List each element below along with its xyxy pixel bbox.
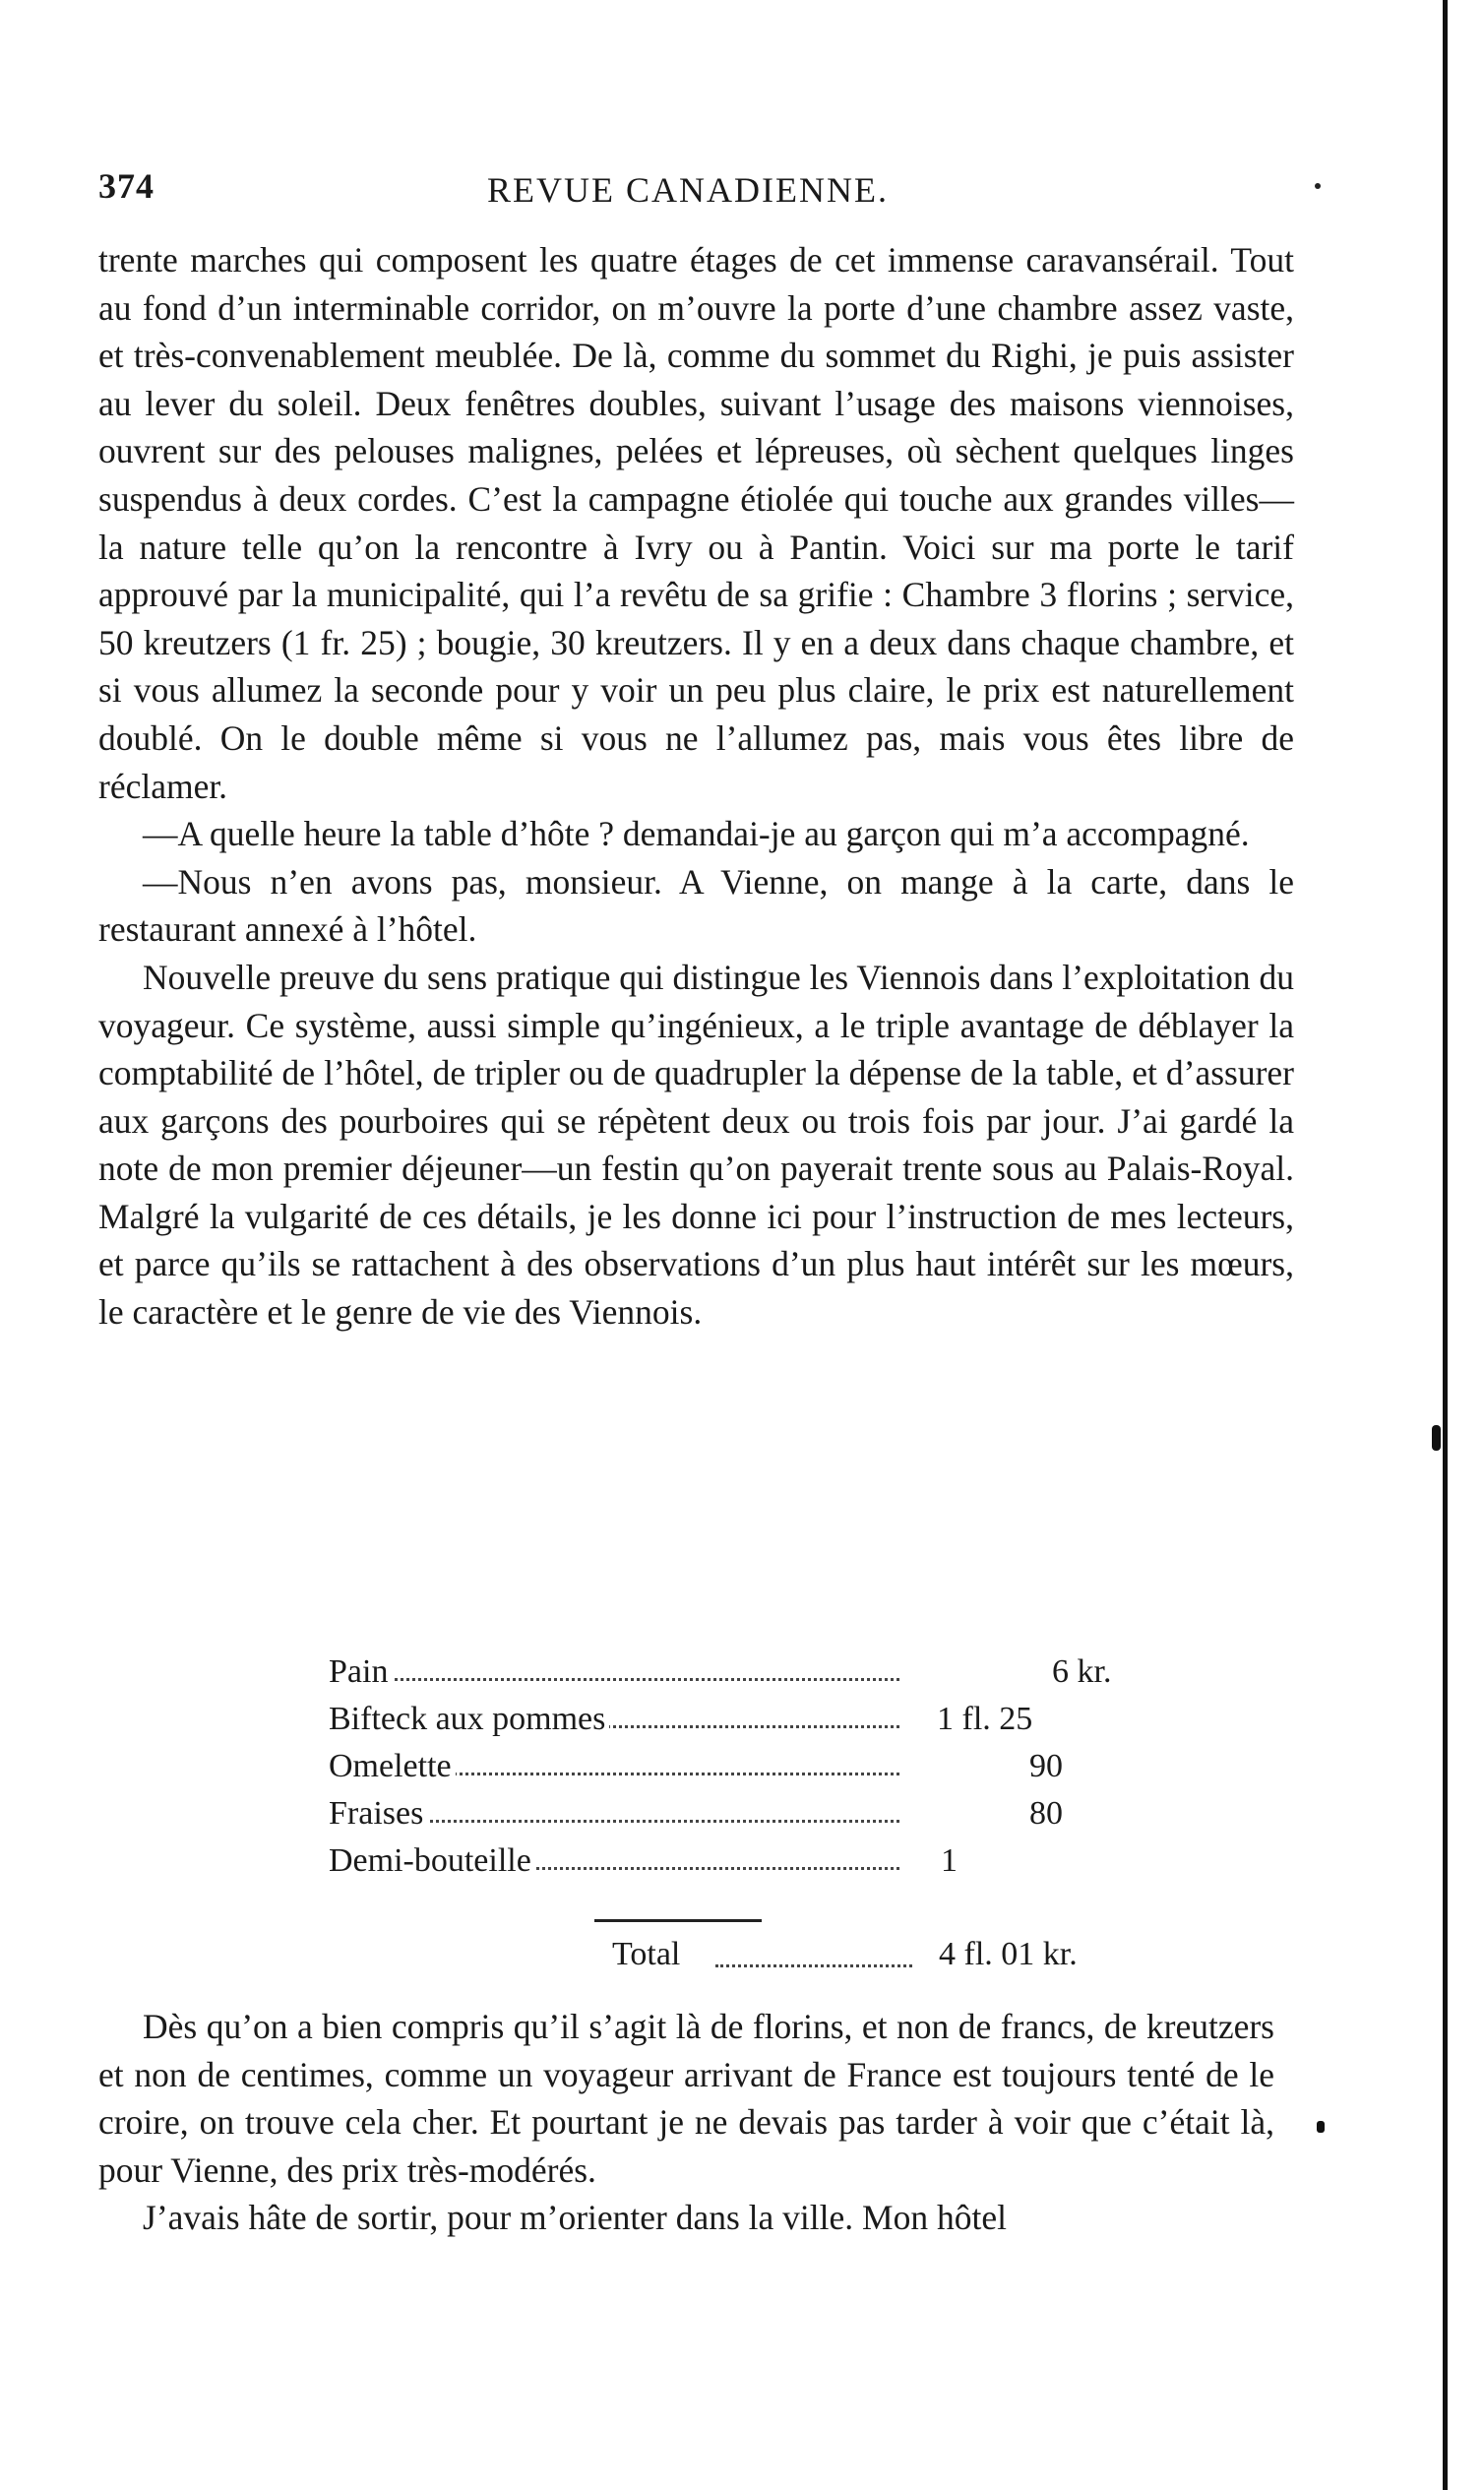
bill-row: [329, 1696, 1145, 1743]
bill-item-amount: 80: [1029, 1795, 1063, 1832]
paragraph: —Nous n’en avons pas, monsieur. A Vienne, on mange à la carte, dans le restaurant annexé à l’hôtel.: [98, 861, 1294, 950]
bill-table: [329, 1649, 1145, 1885]
stray-dot: [1315, 183, 1321, 189]
total-label: Total: [612, 1936, 681, 1972]
total-amount: 4 fl. 01 kr.: [939, 1936, 1078, 1972]
bill-row: [329, 1743, 1145, 1790]
page-number: 374: [98, 166, 155, 206]
running-title: REVUE CANADIENNE.: [487, 170, 889, 210]
bill-item-label: Demi-bouteille: [329, 1837, 535, 1885]
bill-item-amount: 1: [941, 1842, 958, 1879]
bill-item-amount: 90: [1029, 1748, 1063, 1784]
dot-leader: [715, 1945, 912, 1967]
bill-item-label: Fraises: [329, 1790, 427, 1837]
main-text: [98, 236, 1294, 1337]
page-header: [98, 165, 1299, 215]
dot-leader: [329, 1649, 899, 1696]
bill-total: [612, 1931, 1203, 1978]
sum-rule: [594, 1919, 762, 1922]
paragraph: Dès qu’on a bien compris qu’il s’agit là de florins, et non de francs, de kreutzers et non de centimes, comme un voyageur arrivant de France est toujours tenté de le croire, on trouve cela cher. Et pourtant je ne devais pas tarder à voir que c’était là, pour Vienne, des prix très-modérés.: [98, 2007, 1274, 2190]
bill-item-label: Omelette: [329, 1743, 456, 1790]
bill-item-amount: 6 kr.: [1052, 1653, 1112, 1690]
bill-row: [329, 1649, 1145, 1696]
main-text-continued: [98, 2003, 1274, 2242]
bill-row: [329, 1790, 1145, 1837]
paragraph: J’avais hâte de sortir, pour m’orienter dans la ville. Mon hôtel: [143, 2198, 1007, 2238]
bill-row: [329, 1837, 1145, 1885]
bill-item-amount: 1 fl. 25: [937, 1701, 1033, 1737]
binding-mark: [1432, 1425, 1441, 1451]
paragraph: —A quelle heure la table d’hôte ? demandai-je au garçon qui m’a accompagné.: [143, 814, 1250, 854]
paragraph: Nouvelle preuve du sens pratique qui distingue les Viennois dans l’exploitation du voyageur. Ce système, aussi simple qu’ingénieux, a le triple avantage de déblayer la comptabilité de l’hôtel, de tripler ou de quadrupler la dépense de la table, et d’assurer aux garçons des pourboires qui se répètent deux ou trois fois par jour. J’ai gardé la note de mon premier déjeuner—un festin qu’on payerait trente sous au Palais-Royal. Malgré la vulgarité de ces détails, je les donne ici pour l’instruction de mes lecteurs, et parce qu’ils se rattachent à des observations d’un plus haut intérêt sur les mœurs, le caractère et le genre de vie des Viennois.: [98, 957, 1294, 1333]
bill-item-label: Bifteck aux pommes: [329, 1696, 609, 1743]
paragraph: trente marches qui composent les quatre étages de cet immense caravansérail. Tout au fond d’un interminable corridor, on m’ouvre la porte d’une chambre assez vaste, et très-convenablement meublée. De là, comme du sommet du Righi, je puis assister au lever du soleil. Deux fenêtres doubles, suivant l’usage des maisons viennoises, ouvrent sur des pelouses malignes, pelées et lépreuses, où sèchent quelques linges suspendus à deux cordes. C’est la campagne étiolée qui touche aux grandes villes—la nature telle qu’on la rencontre à Ivry ou à Pantin. Voici sur ma porte le tarif approuvé par la municipalité, qui l’a revêtu de sa grifie : Chambre 3 florins ; service, 50 kreutzers (1 fr. 25) ; bougie, 30 kreutzers. Il y en a deux dans chaque chambre, et si vous allumez la seconde pour y voir un peu plus claire, le prix est naturellement doublé. On le double même si vous ne l’allumez pas, mais vous êtes libre de réclamer.: [98, 240, 1294, 806]
page-edge-rule: [1443, 0, 1448, 2490]
bill-item-label: Pain: [329, 1649, 392, 1696]
margin-mark: [1317, 2121, 1325, 2133]
